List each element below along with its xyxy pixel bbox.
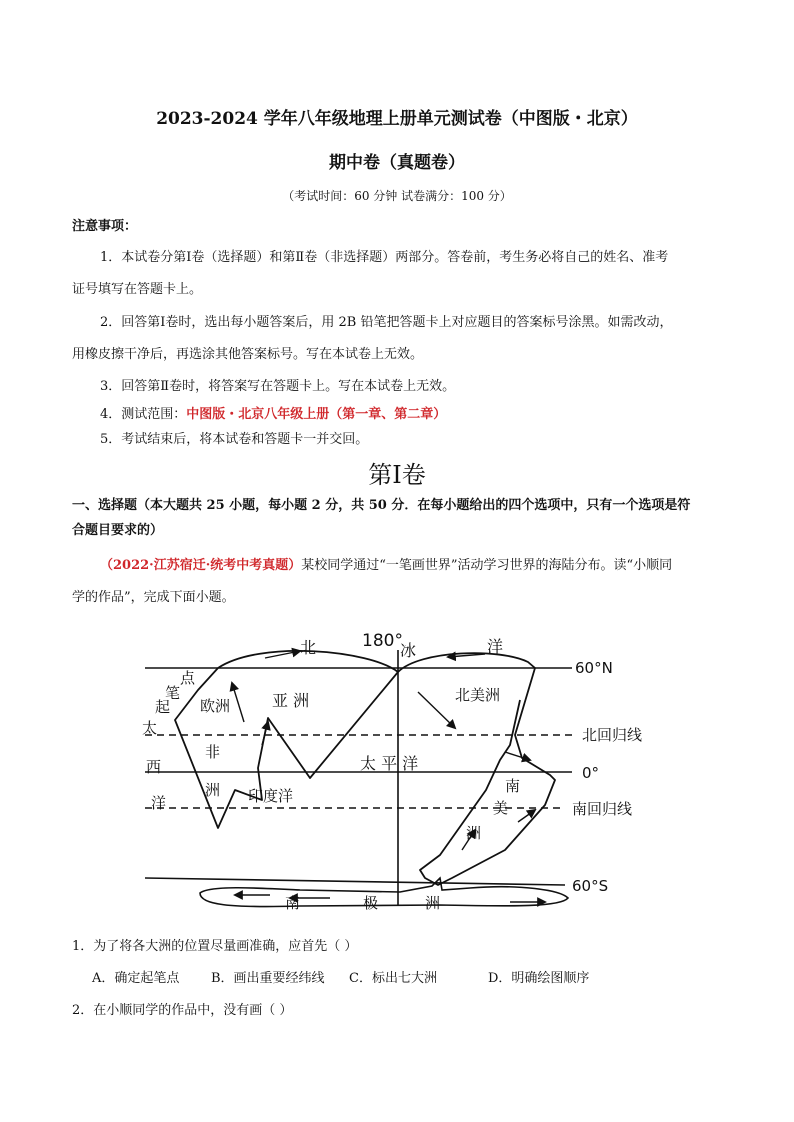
- question-1-option-b: B．画出重要经纬线: [211, 971, 325, 986]
- question-1-option-a: A．确定起笔点: [92, 971, 180, 986]
- africa-char-1: 非: [205, 743, 221, 761]
- lon-180-label: 180°: [362, 631, 403, 651]
- arrow-north-america: [418, 692, 455, 728]
- page-title: 2023-2024 学年八年级地理上册单元测试卷（中图版・北京）: [156, 109, 638, 129]
- test-scope: 中图版・北京八年级上册（第一章、第二章）: [186, 407, 447, 422]
- arctic-char-1: 北: [300, 638, 317, 657]
- page-subtitle: 期中卷（真题卷）: [329, 153, 465, 173]
- lat-60s-line: [145, 878, 565, 885]
- note-item-2-line2: 用橡皮擦干净后，再选涂其他答案标号。写在本试卷上无效。: [72, 347, 424, 362]
- north-america-label: 北美洲: [455, 686, 501, 704]
- equator-label: 0°: [582, 764, 600, 782]
- arrow-europe: [232, 683, 244, 722]
- asia-label: 亚 洲: [272, 691, 310, 710]
- lat-60n-label: 60°N: [575, 659, 613, 677]
- arctic-char-3: 洋: [487, 637, 504, 656]
- question-2-stem: 2．在小顺同学的作品中，没有画（ ）: [72, 1003, 293, 1018]
- atlantic-char-yang: 洋: [151, 794, 167, 812]
- arctic-char-2: 冰: [400, 641, 417, 660]
- note-item-1-line1: 1．本试卷分第Ⅰ卷（选择题）和第Ⅱ卷（非选择题）两部分。答卷前，考生务必将自己的姓名、准考: [100, 250, 669, 265]
- indian-ocean-label: 印度洋: [248, 787, 294, 805]
- intro-line2: 学的作品”，完成下面小题。: [72, 590, 235, 605]
- world-one-stroke-map: [130, 625, 650, 925]
- note-item-1-line2: 证号填写在答题卡上。: [72, 282, 203, 297]
- south-america-char-1: 南: [505, 777, 521, 795]
- question-source: （2022·江苏宿迁·统考中考真题）: [100, 558, 302, 573]
- arrow-south-america-east: [505, 752, 530, 760]
- intro-text-1: 某校同学通过“一笔画世界”活动学习世界的海陆分布。读“小顺同: [301, 558, 673, 573]
- question-1-option-c: C．标出七大洲: [349, 971, 437, 986]
- atlantic-char-bi: 笔: [165, 684, 181, 702]
- question-1-stem: 1．为了将各大洲的位置尽量画准确，应首先（ ）: [72, 939, 358, 954]
- note-item-5: 5．考试结束后，将本试卷和答题卡一并交回。: [100, 432, 369, 447]
- note-item-4-prefix: 4．测试范围：: [100, 407, 187, 422]
- exam-info: （考试时间：60 分钟 试卷满分：100 分）: [282, 189, 512, 203]
- europe-label: 欧洲: [200, 697, 231, 715]
- note-item-2-line1: 2．回答第Ⅰ卷时，选出每小题答案后，用 2B 铅笔把答题卡上对应题目的答案标号涂黑。如需改动，: [100, 315, 673, 330]
- antarctica-char-2: 极: [363, 894, 379, 912]
- atlantic-char-dian: 点: [180, 669, 196, 687]
- tropic-s-label: 南回归线: [572, 800, 633, 818]
- intro-line1: [100, 556, 672, 576]
- south-america-char-2: 美: [493, 799, 509, 817]
- arrow-africa: [262, 722, 268, 745]
- tropic-n-label: 北回归线: [582, 726, 643, 744]
- south-america-char-3: 洲: [466, 824, 482, 842]
- antarctica-char-1: 南: [285, 894, 301, 912]
- notes-heading: 注意事项：: [72, 219, 138, 234]
- volume-title: 第I卷: [368, 461, 426, 489]
- atlantic-char-qi: 起: [155, 698, 171, 716]
- note-item-3: 3．回答第Ⅱ卷时，将答案写在答题卡上。写在本试卷上无效。: [100, 379, 456, 394]
- pacific-label: 太 平 洋: [360, 754, 419, 773]
- part1-instruction-line2: 合题目要求的）: [72, 523, 164, 538]
- atlantic-char-tai: 太: [142, 719, 158, 737]
- atlantic-char-xi: 西: [146, 758, 162, 776]
- question-1-option-d: D．明确绘图顺序: [488, 971, 590, 986]
- lat-60s-label: 60°S: [572, 877, 609, 895]
- part1-instruction-line1: 一、选择题（本大题共 25 小题，每小题 2 分，共 50 分．在每小题给出的四个选项中，只有一个选项是符: [72, 498, 691, 513]
- antarctica-char-3: 洲: [425, 894, 441, 912]
- africa-char-2: 洲: [205, 781, 221, 799]
- note-item-4: [100, 405, 446, 425]
